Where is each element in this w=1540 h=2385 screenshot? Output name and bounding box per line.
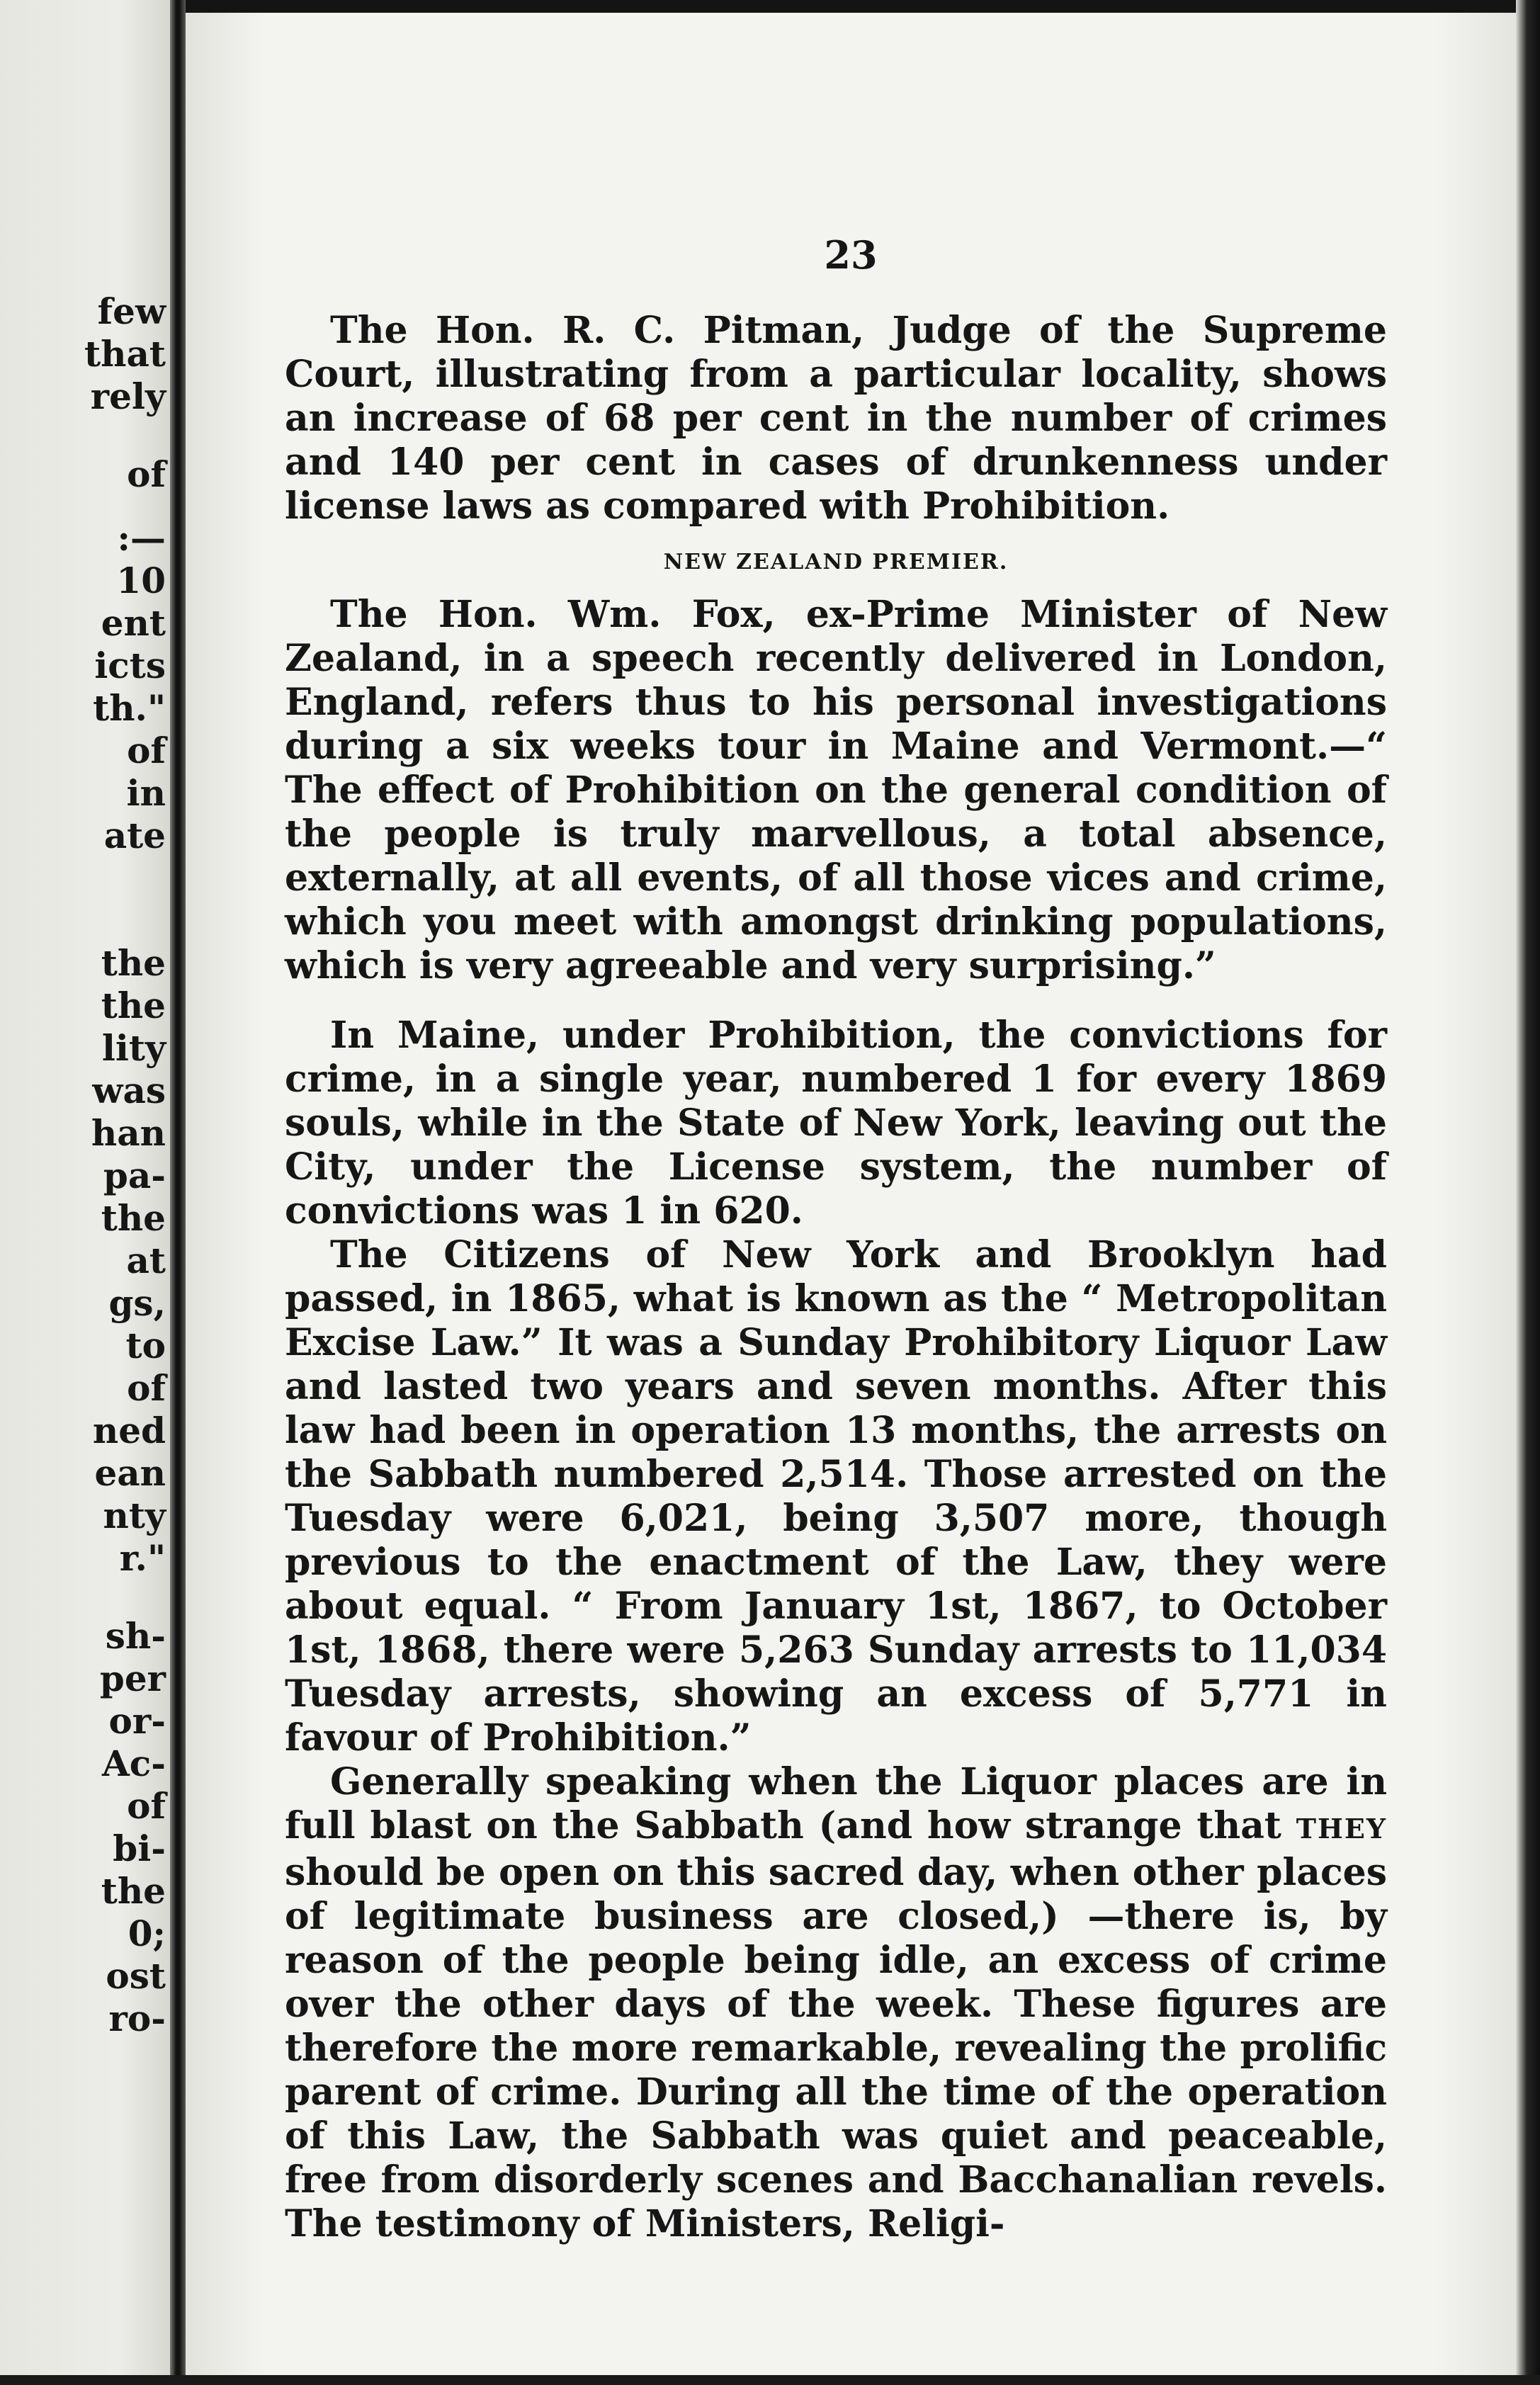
scan-border-right xyxy=(1516,0,1540,2385)
facing-page-line: or- xyxy=(108,1700,166,1742)
scan-border-top xyxy=(0,0,1540,13)
facing-page-line: the xyxy=(101,1197,166,1239)
facing-page-line: gs, xyxy=(108,1282,166,1324)
facing-page-line: at xyxy=(126,1240,166,1281)
section-heading: NEW ZEALAND PREMIER. xyxy=(663,550,1009,574)
facing-page-line: ean xyxy=(94,1452,166,1494)
paragraph-sabbath-emphasis: THEY xyxy=(1296,1813,1387,1845)
facing-page-line: rely xyxy=(90,375,166,417)
facing-page-line: Ac- xyxy=(102,1743,166,1784)
paragraph-sabbath xyxy=(285,1760,1387,2246)
paragraph-sabbath-end: should be open on this sacred day, when other places of legitimate business are closed,) —there is, by reason of the people being idle, an excess of crime over the other days of the week. These figures are therefore the more remarkable, revealing the prolific parent of crime. During all the time of the operation of this Law, the Sabbath was quiet and peaceable, free from disorderly scenes and Bacchanalian revels. The testimony of Ministers, Religi- xyxy=(285,1851,1387,2245)
facing-page-line: ate xyxy=(103,815,166,856)
facing-page-line: sh- xyxy=(105,1615,166,1657)
facing-page-line: few xyxy=(97,290,166,332)
facing-page-line: of xyxy=(127,1785,166,1827)
facing-page-line: of xyxy=(127,1367,166,1409)
facing-page-line: of xyxy=(127,453,166,495)
facing-page-line: ro- xyxy=(108,1998,166,2039)
facing-page-line: was xyxy=(92,1070,166,1111)
facing-page-line: to xyxy=(125,1325,166,1366)
facing-page-line: bi- xyxy=(113,1828,166,1869)
facing-page-line: the xyxy=(101,942,166,984)
facing-page-line: per xyxy=(99,1658,166,1699)
facing-page-line: lity xyxy=(101,1027,166,1069)
facing-page-line: nty xyxy=(103,1495,166,1536)
facing-page-line: 10 xyxy=(116,560,166,601)
facing-page-fragment xyxy=(0,0,170,2385)
facing-page-line: the xyxy=(101,985,166,1026)
facing-page-line: ned xyxy=(92,1410,166,1451)
paragraph-pitman: The Hon. R. C. Pitman, Judge of the Supreme Court, illustrating from a particular locality, shows an increase of 68 per cent in the number of crimes and 140 per cent in cases of drunkenness under license laws as compared with Prohibition. xyxy=(285,309,1387,528)
paragraph-sabbath-start: Generally speaking when the Liquor places are in full blast on the Sabbath (and how strange that xyxy=(285,1760,1387,1847)
paragraph-fox: The Hon. Wm. Fox, ex-Prime Minister of New Zealand, in a speech recently delivered in London, England, refers thus to his personal investigations during a six weeks tour in Maine and Vermont.—“ The effect of Prohibition on the general condition of the people is truly marvellous, a total absence, externally, at all events, of all those vices and crime, which you meet with amongst drinking populations, which is very agreeable and very surprising.” xyxy=(285,593,1387,987)
facing-page-line: th." xyxy=(93,687,166,729)
facing-page-line: in xyxy=(126,772,166,814)
page-body xyxy=(285,225,1387,2246)
book-gutter xyxy=(170,0,186,2385)
book-page xyxy=(186,13,1516,2375)
paragraph-new-york: The Citizens of New York and Brooklyn had passed, in 1865, what is known as the “ Metropolitan Excise Law.” It was a Sunday Prohibitory Liquor Law and lasted two years and seven months. After this law had been in operation 13 months, the arrests on the Sabbath numbered 2,514. Those arrested on the Tuesday were 6,021, being 3,507 more, though previous to the enactment of the Law, they were about equal. “ From January 1st, 1867, to October 1st, 1868, there were 5,263 Sunday arrests to 11,034 Tuesday arrests, showing an excess of 5,771 in favour of Prohibition.” xyxy=(285,1233,1387,1760)
facing-page-line: 0; xyxy=(128,1913,166,1954)
facing-page-line: han xyxy=(91,1112,166,1154)
facing-page-line: that xyxy=(84,333,166,375)
facing-page-line: r." xyxy=(119,1537,166,1579)
paragraph-maine: In Maine, under Prohibition, the convictions for crime, in a single year, numbered 1 for every 1869 souls, while in the State of New York, leaving out the City, under the License system, the number of convictions was 1 in 620. xyxy=(285,1014,1387,1233)
facing-page-line: of xyxy=(127,730,166,771)
facing-page-line: ost xyxy=(106,1955,166,1997)
page-number: 23 xyxy=(824,232,878,278)
facing-page-line: the xyxy=(101,1870,166,1912)
facing-page-line: pa- xyxy=(103,1155,166,1196)
facing-page-line: :— xyxy=(117,517,166,559)
scan-border-bottom xyxy=(0,2375,1540,2385)
facing-page-line: ent xyxy=(101,602,166,644)
facing-page-line: icts xyxy=(94,645,166,686)
